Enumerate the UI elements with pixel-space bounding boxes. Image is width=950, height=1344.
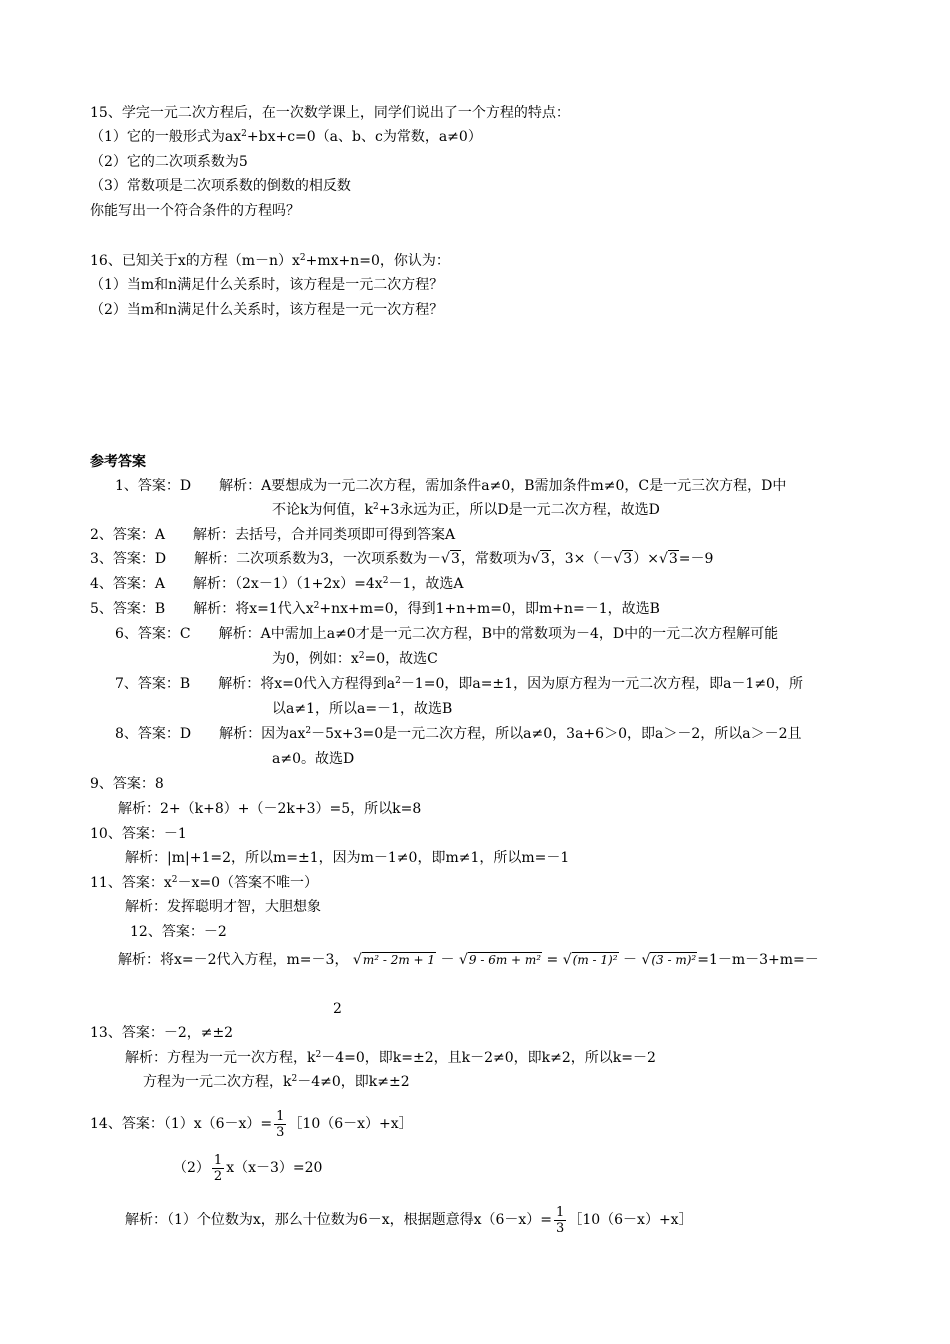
answer-14-part-1: 14、答案：（1）x（6－x）= $\frac{1}{3}$ ［10（6－x）+x］: [90, 1108, 413, 1140]
answer-14-part-2: （2） $\frac{1}{2}$ x（x－3）=20: [173, 1152, 323, 1184]
q16-question-2: （2）当m和n满足什么关系时，该方程是一元一次方程？: [90, 302, 444, 318]
answer-6-line-2: 为0，例如：$x^2=0$，故选C: [272, 651, 438, 667]
q15-condition-1: （1）它的一般形式为$ax^2+bx+c=0(a$、b、c为常数，a≠0）: [90, 129, 482, 145]
answer-1-line-2: 不论k为何值，$k^2+3$永远为正，所以D是一元二次方程，故选D: [272, 502, 660, 518]
answer-10-explanation: 解析：|m|+1=2，所以m=±1，因为m－1≠0，即m≠1，所以m=－1: [125, 850, 570, 866]
fraction-one-third: $\frac{1}{3}$: [556, 1204, 565, 1236]
answer-1-line-1: 1、答案：D 解析：A要想成为一元二次方程，需加条件a≠0，B需加条件m≠0，C是一元三次方程，D中: [115, 478, 787, 494]
q15-condition-3: （3）常数项是二次项系数的倒数的相反数: [90, 178, 351, 194]
answer-8-line-1: 8、答案：D 解析：因为$ax^2-5x+3=0$是一元二次方程，所以a≠0，3a+6＞0，即a＞－2，所以a＞－2且: [115, 726, 802, 742]
q15-condition-2: （2）它的二次项系数为5: [90, 154, 248, 170]
answer-7-line-2: 以a≠1，所以a=－1，故选B: [272, 701, 453, 717]
answer-7-line-1: 7、答案：B 解析：将x=0代入方程得到$a^2-1=0$，即a=±1，因为原方程为一元二次方程，即a－1≠0，所: [115, 676, 803, 692]
answer-11: 11、答案：$x^2-x=0$（答案不唯一）: [90, 875, 318, 891]
answer-4: 4、答案：A 解析：$(2x-1)(1+2x)=4x^2-1$，故选A: [90, 576, 464, 592]
answer-12: 12、答案：－2: [130, 924, 227, 940]
answer-2: 2、答案：A 解析：去括号，合并同类项即可得到答案A: [90, 527, 456, 543]
q15-title: 15、学完一元二次方程后，在一次数学课上，同学们说出了一个方程的特点：: [90, 105, 570, 121]
answer-10: 10、答案：－1: [90, 826, 187, 842]
answer-9: 9、答案：8: [90, 776, 164, 792]
answer-13-explanation-1: 解析：方程为一元一次方程，$k^2-4=0$，即k=±2，且k－2≠0，即k≠2，所以k=－2: [125, 1050, 656, 1066]
answer-3: 3、答案：D 解析：二次项系数为3，一次项系数为－√3，常数项为√3，3×（－√3）×√3=－9: [90, 551, 714, 567]
answer-13-explanation-2: 方程为一元二次方程，$k^2-4\ne 0$，即k≠±2: [143, 1074, 410, 1090]
answer-5: 5、答案：B 解析：将x=1代入$x^2+nx+m=0$，得到1+n+m=0，即m+n=－1，故选B: [90, 601, 660, 617]
answer-6-line-1: 6、答案：C 解析：A中需加上a≠0才是一元二次方程，B中的常数项为－4，D中的一元二次方程解可能: [115, 626, 779, 642]
q16-question-1: （1）当m和n满足什么关系时，该方程是一元二次方程？: [90, 277, 444, 293]
fraction-one-third: $\frac{1}{3}$: [276, 1108, 285, 1140]
answer-11-explanation: 解析：发挥聪明才智，大胆想象: [125, 899, 321, 915]
fraction-one-half: $\frac{1}{2}$: [213, 1152, 223, 1184]
answer-9-explanation: 解析：2+（k+8）+（－2k+3）=5，所以k=8: [118, 801, 422, 817]
answers-heading: 参考答案: [90, 454, 146, 470]
q16-title: 16、已知关于x的方程$(m-n)x^2+mx+n=0$，你认为：: [90, 253, 450, 269]
answer-13: 13、答案：－2，≠±2: [90, 1025, 234, 1041]
answer-8-line-2: a≠0。故选D: [272, 751, 355, 767]
answer-12-explanation: 解析：将x=－2代入方程，m=－3， √m² - 2m + 1 － √9 - 6m + m² = √(m - 1)² － √(3 - m)²=1－m－3+m=－: [118, 952, 819, 968]
answer-14-explanation: 解析：（1）个位数为x，那么十位数为6－x，根据题意得x（6－x）= $\frac{1}{3}$ ［10（6－x）+x］: [125, 1204, 693, 1236]
q15-question: 你能写出一个符合条件的方程吗？: [90, 203, 300, 219]
answer-12-continuation: 2: [333, 1001, 342, 1017]
